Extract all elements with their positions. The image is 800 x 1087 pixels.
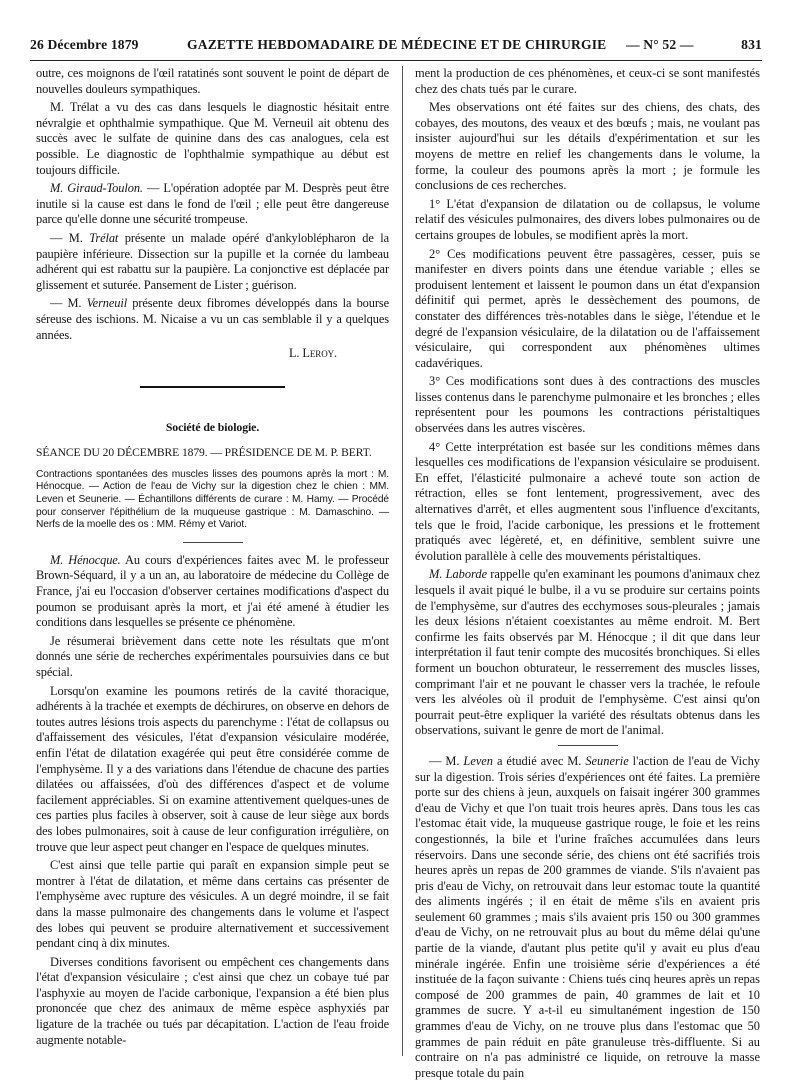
paragraph: Je résumerai brièvement dans cette note les résultats que m'ont donnés une série de recherches expérimentales poursuivies dans ce but spécial. — [36, 633, 389, 679]
issue-number: — N° 52 — — [626, 37, 694, 52]
paragraph: C'est ainsi que telle partie qui paraît en expansion simple peut se montrer à l'état de dilatation, et même dans certains cas présenter de l'emphysème avec rupture des vésicules. A un degré moindre, il se fait dans la masse pulmonaire des changements dans le volume et l'aspect des lobes qui peuvent se produire alternativement et successivement pendant cinq à dix minutes. — [36, 858, 389, 951]
session-heading: SÉANCE DU 20 DÉCEMBRE 1879. — PRÉSIDENCE DE M. P. BERT. — [36, 446, 372, 460]
right-column — [415, 66, 760, 1084]
paragraph: Lorsqu'on examine les poumons retirés de la cavité thoracique, adhérents à la trachée et exempts de déchirures, on observe en dehors de toutes autres lésions trois aspects du parenchyme : l'état de collapsus ou d'affaissement des vésicules, l'état d'expansion vésiculaire modérée, enfin l'état de dilatation exagérée qui peut être considérée comme de l'emphysème. Il y a des variations dans l'étendue de chacune des parties dilatées ou affaissées, d'où des différences d'aspect et de volume facilement appréciables. Si on examine attentivement quelques-unes de ces parties plus faciles à observer, soit à cause de leur siège aux bords des lobes pulmonaires, soit à cause de leur configuration irrégulière, on trouve que leur aspect peut changer en l'espace de quelques minutes. — [36, 683, 389, 854]
paragraph: — M. Verneuil présente deux fibromes développés dans la bourse séreuse des ischions. M. Nicaise a vu un cas semblable il y a quelques années. — [36, 296, 390, 342]
speaker-name: M. Giraud-Toulon. — [50, 181, 143, 196]
speaker-name: Trélat — [89, 230, 119, 245]
paragraph: Mes observations ont été faites sur des chiens, des chats, des cobayes, des moutons, des veaux et des bœufs ; mais, ne voulant pas insister aujourd'hui sur les détails d'expérimentation et sur les moyens de mettre en relief les changements dans le volume, la forme, la couleur des poumons après la mort ; je formule les conclusions de ces recherches. — [415, 100, 760, 193]
paragraph: ment la production de ces phénomènes, et ceux-ci se sont manifestés chez des chats tués par le curare. — [415, 66, 760, 96]
paragraph: — M. Leven a étudié avec M. Seunerie l'action de l'eau de Vichy sur la digestion. Trois séries d'expériences ont été faites. La première porte sur des chiens à jeun, auxquels on faisait ingérer 300 grammes d'eau de Vichy et que l'on tuait trois heures après. Dans tous les cas l'estomac était vide, la muqueuse gastrique rouge, le foie et les reins congestionnés, la bile et l'urine fraîches accumulées dans leurs réservoirs. Dans une seconde série, des chiens ont été sacrifiés trois heures après un repas de 200 grammes de viande. S'ils n'avaient pas pris d'eau de Vichy, on retrouvait dans leur estomac toute la quantité des aliments ingérés ; il en était de même s'ils en avaient pris seulement 60 grammes ; mais s'ils avaient pris 150 ou 300 grammes d'eau de Vichy, on ne retrouvait plus au bout du même délai qu'une partie de la viande, d'autant plus petite qu'il y avait eu plus d'eau minérale ingérée. Enfin une troisième série d'expériences a été instituée de la façon suivante : Chiens tués cinq heures après un repas composé de 200 grammes de pain, 40 grammes de lait et 10 grammes de sucre. Y a-t-il eu simultanément ingestion de 150 grammes d'eau de Vichy, on ne trouve plus dans l'estomac que 50 grammes de pain réduit en pâte granuleuse très-diffluente. Si au contraire on n'a pas administré ce liquide, on retrouve la masse presque totale du pain — [415, 753, 760, 1080]
conclusion-item: 2° Ces modifications peuvent être passagères, cesser, puis se manifester en divers points dans une étendue variable ; elles se produisent lentement et laissent le poumon dans un état d'expansion définitif qui permet, après le dessèchement des poumons, de constater des différences très-notables dans le siège, l'étendue et le degré de l'expansion vésiculaire, de la dilatation ou de l'affaissement vésiculaire, qui correspondent aux phénomènes ultimes cadavériques. — [415, 246, 760, 370]
speaker-name: M. Laborde — [429, 567, 488, 582]
page-number: 831 — [741, 37, 762, 52]
conclusion-item: 3° Ces modifications sont dues à des contractions des muscles lisses contenus dans le parenchyme pulmonaire et les bronches ; elles représentent pour les poumons les contractions péristaltiques observées dans les autres viscères. — [415, 374, 760, 436]
paragraph: M. Laborde rappelle qu'en examinant les poumons d'animaux chez lesquels il avait piqué le bulbe, il a vu se produire sur certains points de l'emphysème, sur d'autres des ecchymoses sous-pleurales ; jamais les deux lésions n'étaient coexistantes au même endroit. M. Bert confirme les faits observés par M. Hénocque ; il dit que dans leur interprétation il faut tenir compte des mucosités bronchiques. Si elles forment un bouchon obturateur, le resserrement des muscles lisses, comprimant l'air et ne pouvant le chasser vers la trachée, le refoule vers les alvéoles où il produit de l'emphysème. C'est ainsi qu'on pourrait peut-être expliquer la variété des résultats obtenus dans les observations, suivant le genre de mort de l'animal. — [415, 567, 760, 738]
paragraph: outre, ces moignons de l'œil ratatinés sont souvent le point de départ de nouvelles douleurs sympathiques. — [36, 66, 389, 96]
column-separator — [402, 66, 403, 1056]
header-rule — [30, 60, 762, 61]
journal-title: GAZETTE HEBDOMADAIRE DE MÉDECINE ET DE CHIRURGIE — [187, 37, 607, 52]
speaker-name: Verneuil — [86, 296, 128, 311]
session-summary: Contractions spontanées des muscles lisses des poumons après la mort : M. Hénocque. — Action de l'eau de Vichy sur la digestion chez le chien : MM. Leven et Seunerie. — Échantillons différents de curare : M. Hamy. — Procédé pour conserver l'épithélium de la muqueuse gastrique : M. Damaschino. — Nerfs de la moelle des os : MM. Rémy et Variot. — [36, 468, 389, 531]
conclusion-item: 4° Cette interprétation est basée sur les conditions mêmes dans lesquelles ces modifications de l'expansion vésiculaire se produisent. En effet, l'élasticité pulmonaire a achevé toute son action de rétraction, elles se font lentement, progressivement, avec des alternatives d'arrêt, et elles augmentent sous l'influence d'excitants, tels que le froid, l'acide carbonique, les pressions et le frottement pratiqués avec légèreté, et, en définitive, semblent suivre une évolution parallèle à celle des mouvements péristaltiques. — [415, 439, 760, 563]
paragraph: Diverses conditions favorisent ou empêchent ces changements dans l'état d'expansion vésiculaire ; c'est ainsi que chez un cobaye tué par l'asphyxie au moyen de l'acide carbonique, l'expansion a été bien plus prononcée que chez des animaux de même espèce asphyxiés par ligature de la trachée ou tués par décapitation. L'action de l'eau froide augmente notable- — [36, 954, 389, 1047]
running-header — [30, 37, 762, 59]
paragraph: — M. Trélat présente un malade opéré d'ankyloblépharon de la paupière inférieure. Dissection sur la pupille et la cornée du lambeau adhérent qui est rabattu sur la paupière. La conjonctive est déplacée par glissement et suturée. Pansement de Lister ; guérison. — [36, 230, 390, 292]
conclusion-item: 1° L'état d'expansion de dilatation ou de collapsus, le volume relatif des vésicules pulmonaires, des divers lobes pulmonaires ou de certains groupes de lobules, se modifient après la mort. — [415, 196, 760, 242]
paragraph: M. Hénocque. Au cours d'expériences faites avec M. le professeur Brown-Séquard, il y a un an, au laboratoire de médecine du Collège de France, j'ai eu l'occasion d'observer certaines modifications d'aspect du poumon se produisant après la mort, et j'ai été amené à étudier les conditions dans lesquelles se présente ce phénomène. — [36, 552, 389, 630]
section-divider — [140, 386, 285, 388]
header-date: 26 Décembre 1879 — [30, 37, 139, 52]
paragraph: M. Trélat a vu des cas dans lesquels le diagnostic hésitait entre névralgie et ophthalmie sympathique. Que M. Verneuil ait obtenu des succès avec le sulfate de quinine dans des cas analogues, cela est possible. Le diagnostic de l'ophthalmie sympathique au début est toujours difficile. — [36, 100, 389, 177]
left-column — [36, 66, 389, 1051]
section-title: Société de biologie. — [165, 419, 260, 434]
speaker-name: M. Hénocque. — [50, 552, 121, 567]
speaker-name: Seunerie — [585, 753, 629, 768]
speaker-name: Leven — [463, 753, 494, 768]
paragraph: M. Giraud-Toulon. — L'opération adoptée par M. Desprès peut être inutile si la cause est dans le fond de l'œil ; elle peut être dangereuse parce qu'elle donne une sécurité trompeuse. — [36, 181, 389, 227]
signature: L. Leroy. — [288, 346, 337, 361]
paragraph-divider — [558, 745, 618, 746]
summary-divider — [183, 542, 243, 543]
